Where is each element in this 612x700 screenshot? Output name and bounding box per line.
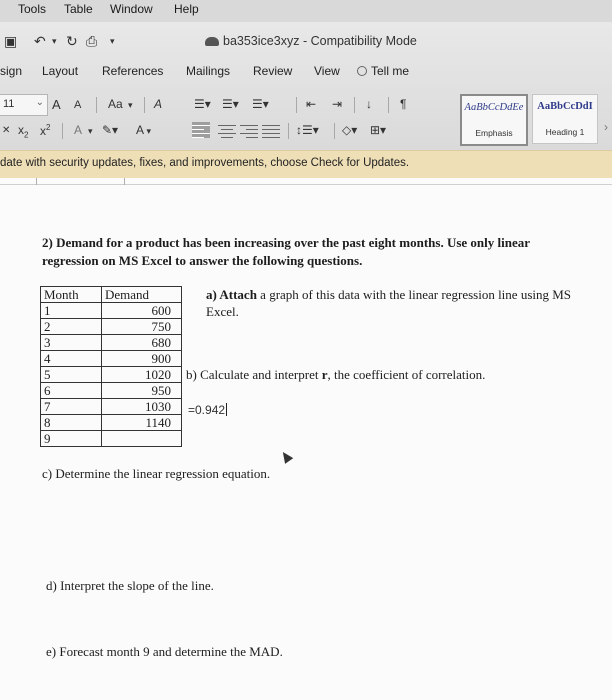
- decrease-indent-icon[interactable]: ⇤: [306, 97, 317, 111]
- page-corner-mark: [124, 178, 125, 185]
- page-edge: [0, 184, 612, 185]
- align-right-icon[interactable]: [240, 122, 258, 138]
- toolbar-divider: [334, 123, 335, 139]
- style-sample: AaBbCcDdEe: [464, 102, 524, 113]
- font-size-select[interactable]: [0, 94, 48, 116]
- toolbar-divider: [96, 97, 97, 113]
- tell-me-search[interactable]: [357, 64, 409, 78]
- lightbulb-icon: [357, 66, 367, 76]
- menu-table[interactable]: Table: [64, 2, 93, 16]
- table-row: [41, 367, 182, 383]
- question-lead: 2) Demand for a product has been increasing over the past eight months. Use: [42, 235, 471, 250]
- redo-icon[interactable]: ↻: [66, 33, 78, 49]
- style-heading-1[interactable]: [532, 94, 598, 144]
- style-sample: AaBbCcDdI: [537, 101, 593, 112]
- superscript-button[interactable]: $x^2$: [40, 123, 51, 138]
- font-size-value: 11: [3, 98, 15, 110]
- font-color-label: A: [136, 123, 145, 137]
- document-name: ba353ice3xyz: [223, 34, 300, 48]
- tab-references[interactable]: References: [102, 64, 164, 78]
- toolbar-divider: [144, 97, 145, 113]
- subscript-button[interactable]: $x_2$: [18, 123, 29, 140]
- update-notification-bar: [0, 150, 612, 179]
- borders-icon[interactable]: ⊞▾: [370, 123, 387, 137]
- line-spacing-icon[interactable]: ↕☰▾: [296, 123, 319, 137]
- text-caret: [226, 403, 227, 416]
- document-page[interactable]: [0, 178, 612, 700]
- question-text: [42, 234, 582, 270]
- month-cell: 2: [41, 319, 102, 335]
- part-b-r: r: [321, 367, 328, 382]
- tab-design[interactable]: sign: [0, 64, 23, 78]
- increase-indent-icon[interactable]: ⇥: [332, 97, 343, 111]
- numbering-icon[interactable]: ☰▾: [222, 97, 239, 111]
- superscript-label: x: [40, 124, 46, 138]
- tab-mailings[interactable]: Mailings: [186, 64, 231, 78]
- part-a-rest: a graph of this data with the linear regression line using MS Excel.: [206, 287, 572, 319]
- change-case-chevron-icon[interactable]: ▾: [128, 100, 133, 110]
- question-tail: linear regression on MS Excel to answer the following questions.: [42, 235, 530, 268]
- part-e-text: e) Forecast month 9 and determine the MAD.: [46, 644, 283, 659]
- part-b-prefix: b) Calculate and interpret: [186, 367, 322, 382]
- table-row: [41, 383, 182, 399]
- part-d-text: d) Interpret the slope of the line.: [46, 578, 214, 593]
- month-cell: 1: [41, 303, 102, 319]
- toolbar-divider: [288, 123, 289, 139]
- month-cell: 5: [41, 367, 102, 383]
- table-header-row: [41, 287, 182, 303]
- demand-cell: 1020: [102, 367, 182, 383]
- part-a-emphasis: Attach: [219, 287, 257, 302]
- font-color-button[interactable]: A ▾: [136, 123, 152, 137]
- ribbon: [0, 22, 612, 150]
- style-name: Emphasis: [475, 128, 513, 138]
- tell-me-label: Tell me: [371, 64, 410, 78]
- clear-formatting-button[interactable]: A: [154, 97, 163, 111]
- menu-window[interactable]: Window: [110, 2, 153, 16]
- strikethrough-icon[interactable]: ✕: [2, 125, 11, 136]
- text-effects-chevron-icon[interactable]: ▾: [88, 126, 93, 136]
- table-row: [41, 351, 182, 367]
- tab-review[interactable]: Review: [253, 64, 293, 78]
- toolbar-divider: [354, 97, 355, 113]
- tab-layout[interactable]: Layout: [42, 64, 79, 78]
- change-case-button[interactable]: Aa: [108, 97, 123, 111]
- highlight-pen-icon[interactable]: ✎▾: [102, 123, 119, 137]
- document-title: [205, 34, 417, 48]
- demand-cell: 600: [102, 303, 182, 319]
- cloud-icon: [205, 37, 219, 46]
- month-cell: 7: [41, 399, 102, 415]
- title-separator: -: [302, 34, 308, 48]
- print-icon[interactable]: ⎙: [86, 33, 98, 49]
- undo-icon[interactable]: ↶: [34, 33, 46, 49]
- table-row: [41, 431, 182, 447]
- justify-icon[interactable]: [262, 122, 280, 138]
- undo-dropdown-icon[interactable]: ▾: [52, 36, 57, 46]
- question-emphasis: only: [470, 235, 495, 250]
- toolbar-divider: [388, 97, 389, 113]
- menu-tools[interactable]: Tools: [18, 2, 47, 16]
- month-cell: 6: [41, 383, 102, 399]
- demand-cell: 1140: [102, 415, 182, 431]
- part-a-prefix: a): [206, 287, 220, 302]
- style-emphasis[interactable]: [460, 94, 528, 146]
- column-header-demand: Demand: [102, 287, 182, 303]
- ribbon-tabs: [0, 60, 612, 82]
- page-corner-mark: [36, 178, 37, 185]
- update-message: date with security updates, fixes, and improvements, choose Check for Updates.: [0, 157, 410, 169]
- menu-bar: [0, 0, 612, 23]
- demand-cell: 750: [102, 319, 182, 335]
- demand-cell: [102, 431, 182, 447]
- month-cell: 8: [41, 415, 102, 431]
- align-center-icon[interactable]: [218, 122, 236, 138]
- table-row: [41, 303, 182, 319]
- save-icon[interactable]: ▣: [4, 33, 18, 49]
- tab-view[interactable]: View: [314, 64, 340, 78]
- customize-toolbar-icon[interactable]: ▾: [110, 36, 115, 46]
- demand-table: [40, 286, 182, 447]
- part-c-text: c) Determine the linear regression equation.: [42, 466, 271, 481]
- part-a-text: [206, 286, 596, 320]
- shrink-font-button[interactable]: A: [74, 99, 82, 111]
- chevron-down-icon: ⌄: [35, 97, 44, 108]
- chevron-right-icon[interactable]: ›: [604, 120, 608, 134]
- table-row: [41, 335, 182, 351]
- shading-icon[interactable]: ◇▾: [342, 123, 358, 137]
- correlation-answer[interactable]: [188, 403, 227, 417]
- title-bar: [0, 30, 612, 52]
- compatibility-mode-label: Compatibility Mode: [310, 34, 417, 48]
- correlation-value: =0.942: [188, 403, 226, 417]
- bullets-icon[interactable]: ☰▾: [194, 97, 211, 111]
- style-name: Heading 1: [545, 127, 585, 137]
- text-effects-button[interactable]: A: [74, 123, 83, 137]
- part-b-text: [186, 367, 586, 383]
- toolbar-divider: [62, 123, 63, 139]
- table-row: [41, 415, 182, 431]
- table-row: [41, 399, 182, 415]
- demand-cell: 680: [102, 335, 182, 351]
- grow-font-button[interactable]: A: [52, 97, 61, 112]
- subscript-label: x: [18, 123, 24, 137]
- column-header-month: Month: [41, 287, 102, 303]
- menu-help[interactable]: Help: [174, 2, 199, 16]
- sort-icon[interactable]: ↓: [366, 97, 372, 111]
- month-cell: 4: [41, 351, 102, 367]
- align-left-icon[interactable]: [192, 122, 210, 138]
- part-b-rest: , the coefficient of correlation.: [327, 367, 486, 382]
- mouse-pointer-icon: [279, 449, 294, 464]
- multilevel-list-icon[interactable]: ☰▾: [252, 97, 269, 111]
- toolbar-divider: [296, 97, 297, 113]
- month-cell: 3: [41, 335, 102, 351]
- demand-cell: 1030: [102, 399, 182, 415]
- month-cell: 9: [41, 431, 102, 447]
- demand-cell: 950: [102, 383, 182, 399]
- demand-cell: 900: [102, 351, 182, 367]
- pilcrow-icon[interactable]: ¶: [400, 97, 407, 111]
- table-row: [41, 319, 182, 335]
